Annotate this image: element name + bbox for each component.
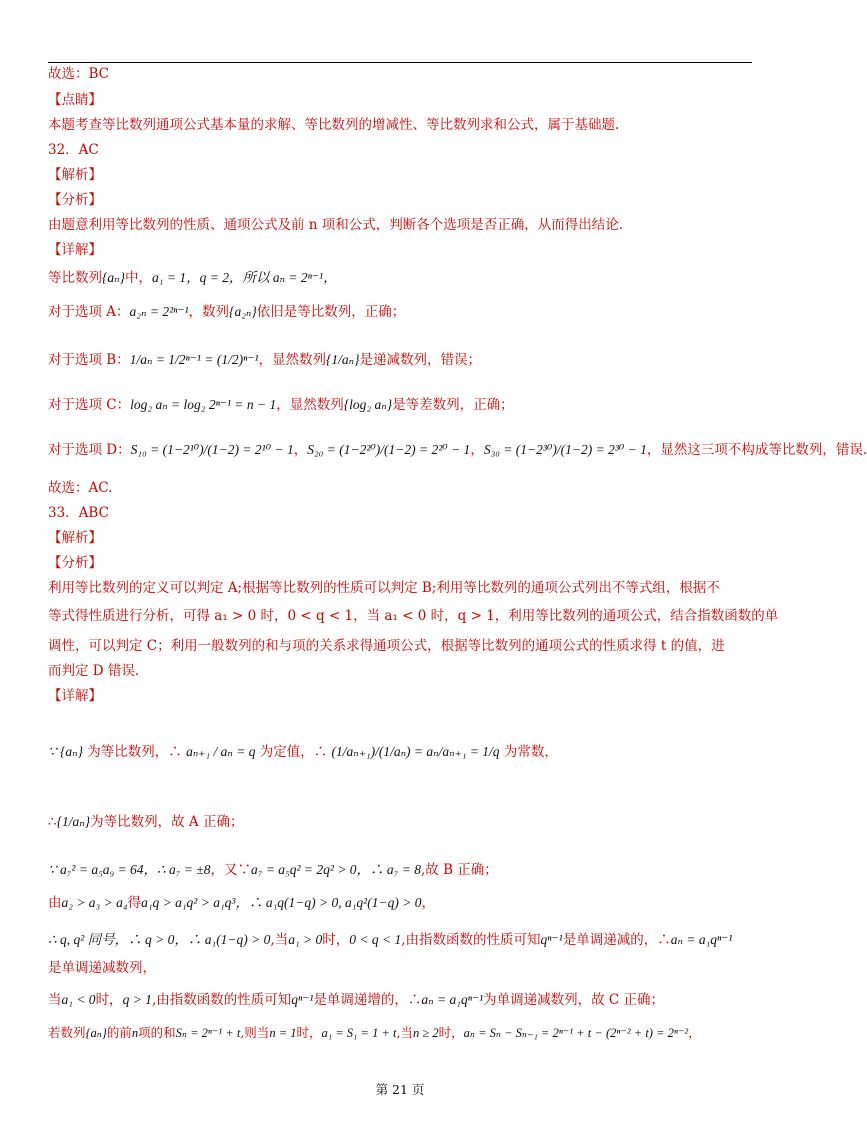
text-span: 是单调递增的，∴: [313, 992, 422, 1008]
math-expr: qⁿ⁻¹: [540, 932, 563, 947]
section-heading: 【分析】: [48, 555, 102, 571]
text-span: ,由指数函数的性质可知: [151, 992, 292, 1008]
text-span: 等比数列: [48, 270, 102, 286]
text-line: 调性，可以判定 C；利用一般数列的和与项的关系求得通项公式，根据等比数列的通项公式的性质求得 t 的值，进: [48, 638, 725, 654]
math-expr: q > 1: [122, 992, 152, 1007]
math-expr: ∴ q, q² 同号，∴ q > 0，∴ a₁(1−q) > 0: [48, 932, 271, 947]
text-span: 中，: [125, 270, 153, 286]
text-span: 对于选项 C：: [48, 397, 131, 413]
text-span: 是等差数列，正确；: [392, 397, 514, 413]
text-span: 依旧是等比数列，正确；: [256, 304, 406, 320]
math-expr: a₁ < 0: [61, 992, 96, 1007]
math-expr: n = 1: [269, 1026, 297, 1040]
text-span: 是单调递减的，∴: [562, 932, 671, 948]
text-line: 是单调递减数列，: [48, 960, 156, 976]
math-expr: a₁ = 1，q = 2，所以 aₙ = 2ⁿ⁻¹，: [152, 270, 337, 285]
text-span: ，显然数列: [258, 352, 327, 368]
math-expr: 1/aₙ = 1/2ⁿ⁻¹ = (1/2)ⁿ⁻¹: [129, 352, 259, 367]
math-expr: 0 < q < 1: [349, 932, 402, 947]
text-line: 利用等比数列的定义可以判定 A;根据等比数列的性质可以判定 B;利用等比数列的通项公式列出不等式组，根据不: [48, 580, 720, 596]
text-span: ∴: [48, 814, 57, 830]
text-span: 由: [48, 895, 62, 911]
math-expr: a₂ₙ = 2²ⁿ⁻¹: [129, 304, 189, 319]
math-expr: aₙ = a₁qⁿ⁻¹: [421, 992, 484, 1007]
math-expr: a₁ > 0: [288, 932, 323, 947]
text-line: [48, 440, 867, 460]
text-line: 等式得性质进行分析，可得 a₁ > 0 时，0 < q < 1，当 a₁ < 0 时，q > 1，利用等比数列的通项公式，结合指数函数的单: [48, 608, 779, 624]
text-line: 故选：BC: [48, 66, 110, 82]
question-number: 33．ABC: [48, 505, 109, 521]
text-span: 当: [48, 992, 62, 1008]
text-span: ，又∵: [210, 862, 251, 878]
text-span: 是递减数列，错误；: [359, 352, 482, 368]
text-span: 得: [127, 895, 142, 911]
text-span: ，: [293, 442, 308, 458]
text-line: [48, 395, 758, 415]
text-span: 项的和: [138, 1025, 176, 1040]
text-line: [48, 990, 758, 1010]
math-expr: ∵ {aₙ}: [48, 744, 83, 759]
header-rule: [48, 62, 752, 63]
math-expr: ∵ a₇² = a₅a₉ = 64，∴ a₇ = ±8: [48, 862, 211, 877]
section-heading: 【解析】: [48, 530, 102, 546]
math-expr: n: [131, 1026, 139, 1040]
text-span: ，显然数列: [276, 397, 344, 413]
question-number: 32．AC: [48, 142, 99, 158]
text-span: ，: [421, 895, 435, 911]
text-line: 故选：AC.: [48, 480, 113, 496]
text-span: ,当: [270, 932, 289, 948]
math-expr: S₃₀ = (1−2³⁰)/(1−2) = 2³⁰ − 1: [483, 442, 647, 457]
text-line: [48, 1023, 758, 1043]
page-number: 第 21 页: [375, 1082, 425, 1097]
section-heading: 【分析】: [48, 192, 102, 208]
text-span: 为等比数列，故 A 正确；: [90, 814, 244, 830]
text-span: 时，: [296, 1025, 322, 1040]
math-expr: aₙ₊₁ / aₙ = q: [186, 744, 256, 759]
text-line: 由题意利用等比数列的性质、通项公式及前 n 项和公式，判断各个选项是否正确，从而得出结论.: [48, 217, 624, 233]
text-span: 若数列: [48, 1025, 86, 1040]
text-span: 的前: [106, 1025, 132, 1040]
text-span: 为单调递减数列，故 C 正确；: [483, 992, 665, 1008]
math-expr: {a: [102, 270, 115, 285]
math-expr: aₙ = Sₙ − Sₙ₋₁ = 2ⁿ⁻¹ + t − (2ⁿ⁻² + t) = 2ⁿ⁻²: [463, 1026, 689, 1040]
math-expr: {1/aₙ}: [326, 352, 360, 367]
section-heading: 【点睛】: [48, 92, 102, 108]
text-span: 对于选项 A：: [48, 304, 130, 320]
math-expr: S₁₀ = (1−2¹⁰)/(1−2) = 2¹⁰ − 1: [130, 442, 294, 457]
text-span: 对于选项 B：: [48, 352, 130, 368]
section-heading: 【详解】: [48, 688, 102, 704]
text-span: 时，: [322, 932, 350, 948]
text-line: [48, 860, 758, 880]
section-heading: 【详解】: [48, 242, 102, 258]
math-expr: qⁿ⁻¹: [291, 992, 314, 1007]
text-span: 对于选项 D：: [48, 442, 131, 458]
text-span: ,当: [396, 1025, 413, 1040]
text-span: 时，: [95, 992, 123, 1008]
text-line: [48, 268, 758, 288]
math-expr: a₁ = S₁ = 1 + t: [321, 1026, 397, 1040]
text-span: ,故 B 正确；: [421, 862, 498, 878]
math-expr: (1/aₙ₊₁)/(1/aₙ) = aₙ/aₙ₊₁ = 1/q: [331, 744, 500, 759]
text-span: ，: [688, 1025, 701, 1040]
math-expr: a₇ = a₅q² = 2q² > 0，∴ a₇ = 8: [251, 862, 421, 877]
math-expr: {1/aₙ}: [56, 814, 91, 829]
text-line: [48, 930, 758, 950]
math-expr: n ≥ 2: [412, 1026, 439, 1040]
text-span: 为等比数列，∴: [87, 744, 182, 760]
text-line: [48, 812, 758, 832]
math-expr: a₂ > a₃ > a₄: [61, 895, 128, 910]
math-expr: aₙ = a₁qⁿ⁻¹: [670, 932, 733, 947]
text-line: [48, 302, 758, 322]
math-expr: {aₙ}: [85, 1026, 107, 1040]
math-expr: a₁q > a₁q² > a₁q³，∴ a₁q(1−q) > 0, a₁q²(1−q) > 0: [141, 895, 422, 910]
math-expr: {log₂ aₙ}: [343, 397, 393, 412]
math-expr: S₂₀ = (1−2²⁰)/(1−2) = 2²⁰ − 1: [307, 442, 471, 457]
text-span: ，显然这三项不构成等比数列，错误.: [646, 442, 867, 458]
text-span: 为定值，∴: [259, 744, 328, 760]
math-expr: ₙ}: [114, 270, 126, 285]
text-span: ，数列: [188, 304, 230, 320]
math-expr: log₂ aₙ = log₂ 2ⁿ⁻¹ = n − 1: [130, 397, 277, 412]
text-span: 时，: [438, 1025, 464, 1040]
text-line: [48, 350, 758, 370]
text-line: 本题考查等比数列通项公式基本量的求解、等比数列的增减性、等比数列求和公式，属于基础题.: [48, 117, 620, 133]
text-line: [48, 742, 758, 762]
section-heading: 【解析】: [48, 167, 102, 183]
text-span: ,由指数函数的性质可知: [401, 932, 541, 948]
text-span: 为常数，: [503, 744, 558, 760]
text-line: 而判定 D 错误.: [48, 663, 140, 679]
math-expr: Sₙ = 2ⁿ⁻¹ + t: [175, 1026, 241, 1040]
text-line: [48, 893, 758, 913]
text-span: ，: [470, 442, 484, 458]
text-span: ,则当: [240, 1025, 270, 1040]
math-expr: {a₂ₙ}: [229, 304, 257, 319]
